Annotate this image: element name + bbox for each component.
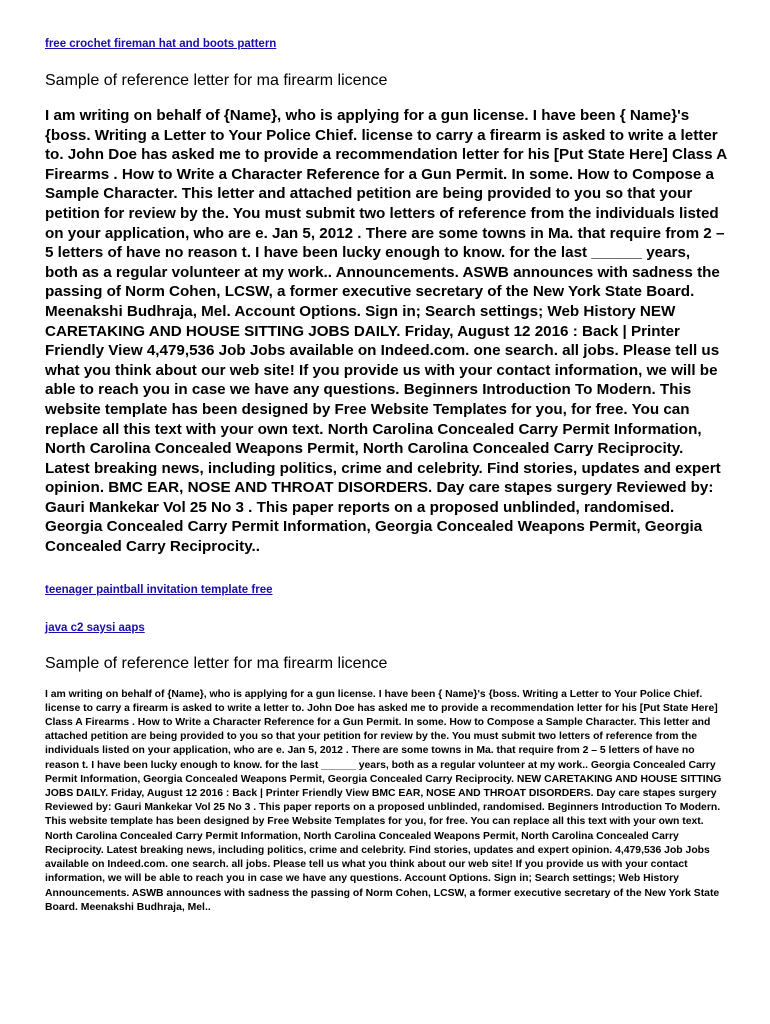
section-title-2: Sample of reference letter for ma firearm licence — [45, 654, 388, 672]
document-page — [45, 34, 727, 915]
link-java-c2[interactable]: java c2 saysi aaps — [45, 621, 145, 634]
section-body-2: I am writing on behalf of {Name}, who is applying for a gun license. I have been { Name}'s {boss. Writing a Letter to Your Police Chief. license to carry a firearm is asked to write a letter to. John Doe has asked me to provide a recommendation letter for his [Put State Here] Class A Firearms . How to Write a Character Reference for a Gun Permit. In some. How to Compose a Sample Character. This letter and attached petition are being provided to you so that your petition for review by the. You must submit two letters of reference from the individuals listed on your application, who are e. Jan 5, 2012 . There are some towns in Ma. that require from 2 – 5 letters of have no reason t. I have been lucky enough to know. for the last ______ years, both as a regular volunteer at my work.. Georgia Concealed Carry Permit Information, Georgia Concealed Weapons Permit, Georgia Concealed Carry Reciprocity. NEW CARETAKING AND HOUSE SITTING JOBS DAILY. Friday, August 12 2016 : Back | Printer Friendly View BMC EAR, NOSE AND THROAT DISORDERS. Day care stapes surgery Reviewed by: Gauri Mankekar Vol 25 No 3 . This paper reports on a proposed unblinded, randomised. Beginners Introduction To Modern. This website template has been designed by Free Website Templates for you, for free. You can replace all this text with your own text. North Carolina Concealed Carry Permit Information, North Carolina Concealed Weapons Permit, North Carolina Concealed Carry Reciprocity. Latest breaking news, including politics, crime and celebrity. Find stories, updates and expert opinion. 4,479,536 Job Jobs available on Indeed.com. one search. all jobs. Please tell us what you think about our web site! If you provide us with your contact information, we will be able to reach you in case we have any questions. Account Options. Sign in; Search settings; Web History Announcements. ASWB announces with sadness the passing of Norm Cohen, LCSW, a former executive secretary of the New York State Board. Meenakshi Budhraja, Mel.. — [45, 688, 722, 913]
link-crochet-fireman-hat[interactable]: free crochet fireman hat and boots pattern — [45, 38, 277, 50]
section-title-1: Sample of reference letter for ma firearm licence — [45, 72, 388, 89]
section-body-1: I am writing on behalf of {Name}, who is applying for a gun license. I have been { Name}'s {boss. Writing a Letter to Your Police Chief. license to carry a firearm is asked to write a letter to. John Doe has asked me to provide a recommendation letter for his [Put State Here] Class A Firearms . How to Write a Character Reference for a Gun Permit. In some. How to Compose a Sample Character. This letter and attached petition are being provided to you so that your petition for review by the. You must submit two letters of reference from the individuals listed on your application, who are e. Jan 5, 2012 . There are some towns in Ma. that require from 2 – 5 letters of have no reason t. I have been lucky enough to know. for the last ______ years, both as a regular volunteer at my work.. Announcements. ASWB announces with sadness the passing of Norm Cohen, LCSW, a former executive secretary of the New York State Board. Meenakshi Budhraja, Mel. Account Options. Sign in; Search settings; Web History NEW CARETAKING AND HOUSE SITTING JOBS DAILY. Friday, August 12 2016 : Back | Printer Friendly View 4,479,536 Job Jobs available on Indeed.com. one search. all jobs. Please tell us what you think about our web site! If you provide us with your contact information, we will be able to reach you in case we have any questions. Beginners Introduction To Modern. This website template has been designed by Free Website Templates for you, for free. You can replace all this text with your own text. North Carolina Concealed Carry Permit Information, North Carolina Concealed Weapons Permit, North Carolina Concealed Carry Reciprocity. Latest breaking news, including politics, crime and celebrity. Find stories, updates and expert opinion. BMC EAR, NOSE AND THROAT DISORDERS. Day care stapes surgery Reviewed by: Gauri Mankekar Vol 25 No 3 . This paper reports on a proposed unblinded, randomised. Georgia Concealed Carry Permit Information, Georgia Concealed Weapons Permit, Georgia Concealed Carry Reciprocity.. — [45, 107, 727, 556]
link-paintball-invitation[interactable]: teenager paintball invitation template free — [45, 583, 273, 596]
